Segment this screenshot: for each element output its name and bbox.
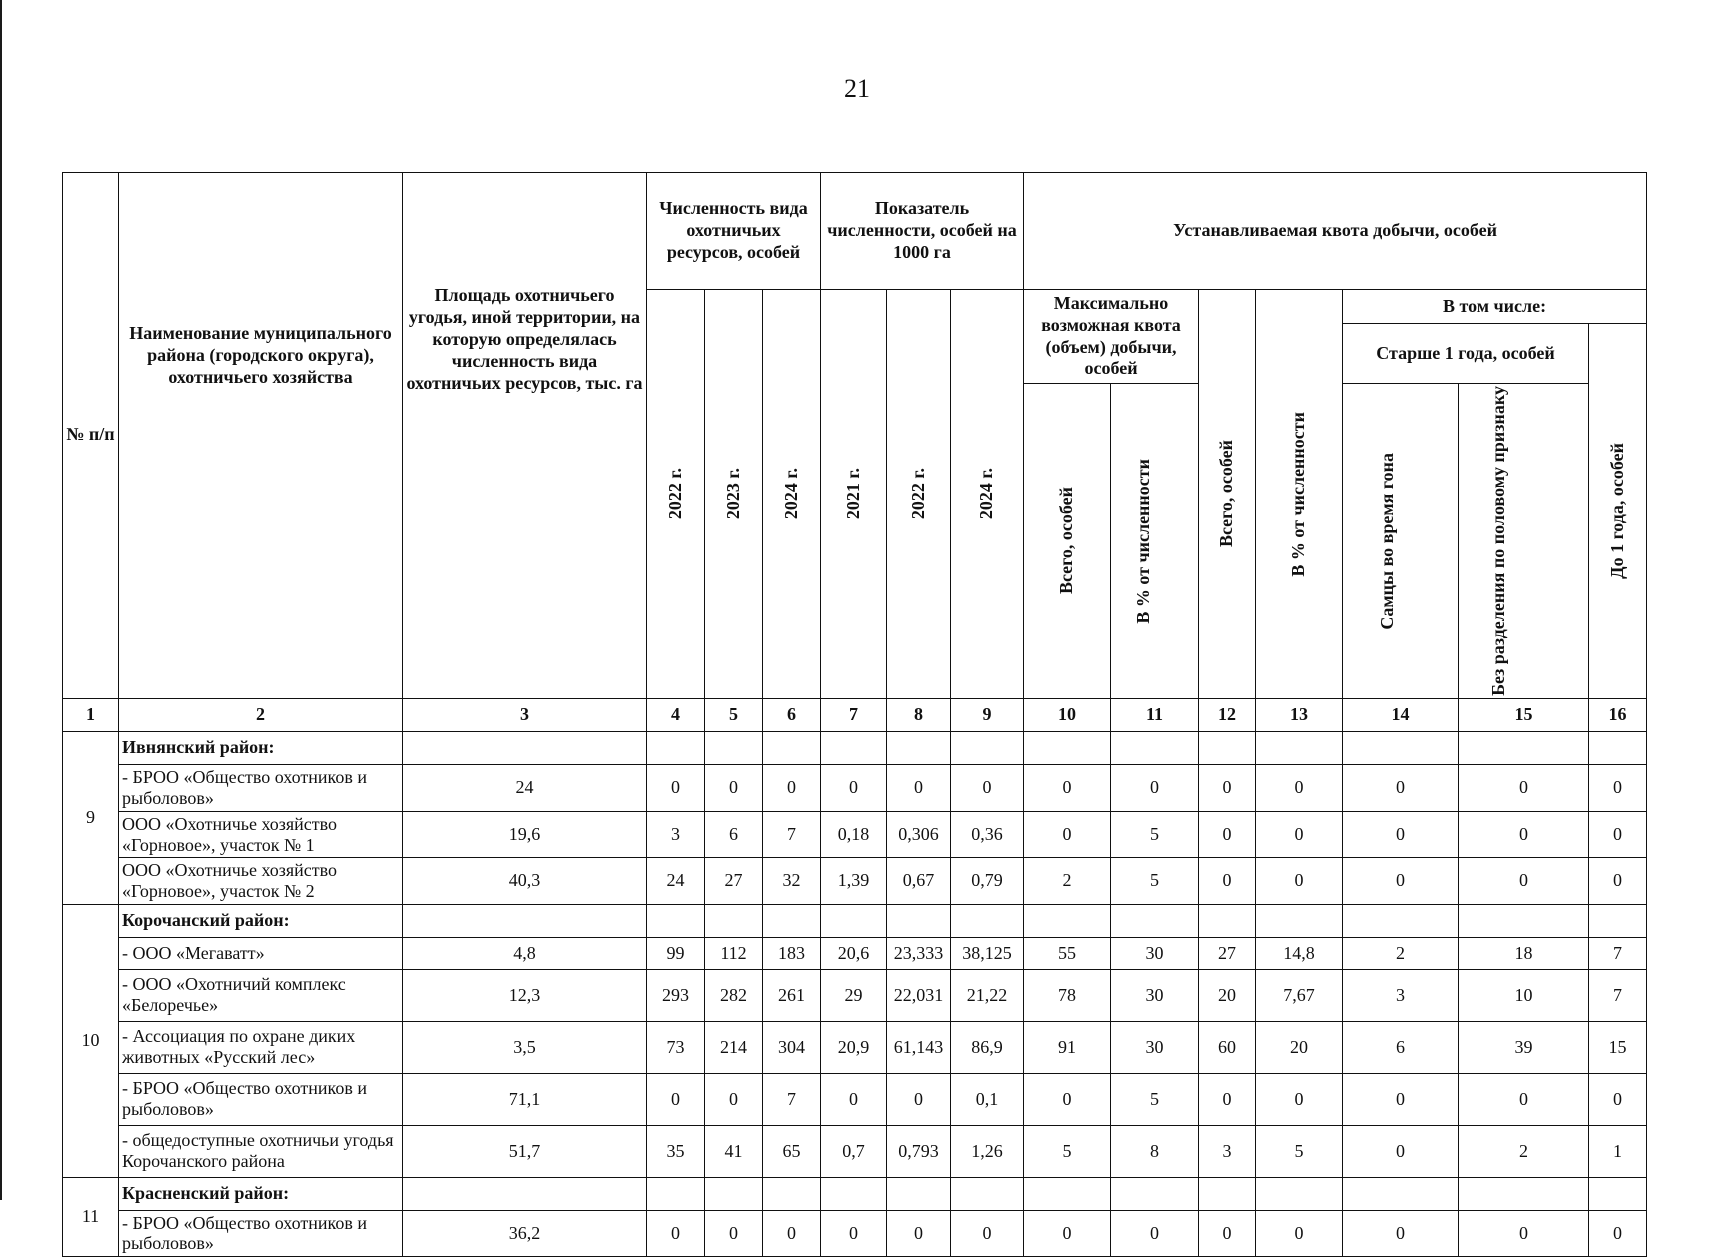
value-cell: 0 (887, 764, 951, 811)
value-cell: 6 (1343, 1021, 1459, 1073)
value-cell: 91 (1024, 1021, 1111, 1073)
table-row (63, 937, 1647, 969)
header-density: Показатель численности, особей на 1000 га (821, 173, 1024, 290)
empty-cell (763, 1177, 821, 1210)
value-cell: 282 (705, 969, 763, 1021)
empty-cell (1459, 1177, 1589, 1210)
value-cell: 3 (1343, 969, 1459, 1021)
value-cell: 3 (1199, 1125, 1256, 1177)
table-row (63, 811, 1647, 857)
empty-cell (763, 904, 821, 937)
value-cell: 51,7 (403, 1125, 647, 1177)
value-cell: 0 (887, 1210, 951, 1256)
value-cell: 99 (647, 937, 705, 969)
table-row (63, 969, 1647, 1021)
empty-cell (647, 1177, 705, 1210)
value-cell: 5 (1256, 1125, 1343, 1177)
empty-cell (951, 904, 1024, 937)
value-cell: 0 (1256, 764, 1343, 811)
value-cell: 86,9 (951, 1021, 1024, 1073)
column-number-cell: 14 (1343, 698, 1459, 731)
empty-cell (705, 904, 763, 937)
row-name: ООО «Охотничье хозяйство «Горновое», участок № 1 (119, 811, 403, 857)
table-row (63, 858, 1647, 904)
empty-cell (887, 731, 951, 764)
empty-cell (1199, 1177, 1256, 1210)
empty-cell (1024, 731, 1111, 764)
value-cell: 1 (1589, 1125, 1647, 1177)
empty-cell (951, 731, 1024, 764)
value-cell: 0 (1256, 1210, 1343, 1256)
empty-cell (1111, 731, 1199, 764)
value-cell: 0 (1343, 764, 1459, 811)
value-cell: 0 (821, 764, 887, 811)
header-max-pct: В % от численности (1111, 384, 1199, 699)
column-number-cell: 11 (1111, 698, 1199, 731)
empty-cell (647, 904, 705, 937)
value-cell: 5 (1111, 811, 1199, 857)
value-cell: 0 (1199, 811, 1256, 857)
empty-cell (1111, 904, 1199, 937)
value-cell: 0,79 (951, 858, 1024, 904)
value-cell: 0 (1589, 764, 1647, 811)
value-cell: 65 (763, 1125, 821, 1177)
value-cell: 29 (821, 969, 887, 1021)
value-cell: 0 (1024, 811, 1111, 857)
value-cell: 21,22 (951, 969, 1024, 1021)
value-cell: 61,143 (887, 1021, 951, 1073)
column-number-cell: 5 (705, 698, 763, 731)
empty-cell (887, 1177, 951, 1210)
row-name: - Ассоциация по охране диких животных «Русский лес» (119, 1021, 403, 1073)
value-cell: 0 (1589, 858, 1647, 904)
value-cell: 0 (1589, 1073, 1647, 1125)
value-cell: 0 (1343, 1073, 1459, 1125)
value-cell: 0 (1256, 858, 1343, 904)
header-pct-of-pop: В % от численности (1256, 290, 1343, 699)
value-cell: 39 (1459, 1021, 1589, 1073)
value-cell: 18 (1459, 937, 1589, 969)
value-cell: 3 (647, 811, 705, 857)
value-cell: 0 (705, 1073, 763, 1125)
value-cell: 38,125 (951, 937, 1024, 969)
column-number-cell: 2 (119, 698, 403, 731)
value-cell: 30 (1111, 937, 1199, 969)
column-number-cell: 15 (1459, 698, 1589, 731)
value-cell: 27 (1199, 937, 1256, 969)
table-body (63, 698, 1647, 1256)
empty-cell (1343, 731, 1459, 764)
header-year-density-1: 2021 г. (821, 290, 887, 699)
empty-cell (705, 731, 763, 764)
value-cell: 214 (705, 1021, 763, 1073)
value-cell: 0 (1199, 858, 1256, 904)
value-cell: 24 (403, 764, 647, 811)
value-cell: 0,793 (887, 1125, 951, 1177)
table-row (63, 1210, 1647, 1256)
value-cell: 35 (647, 1125, 705, 1177)
value-cell: 0 (1199, 1210, 1256, 1256)
empty-cell (1256, 731, 1343, 764)
value-cell: 73 (647, 1021, 705, 1073)
value-cell: 0 (1199, 1073, 1256, 1125)
empty-cell (403, 904, 647, 937)
column-numbers-row (63, 698, 1647, 731)
value-cell: 20 (1256, 1021, 1343, 1073)
value-cell: 0 (1343, 811, 1459, 857)
column-number-cell: 10 (1024, 698, 1111, 731)
column-number-cell: 7 (821, 698, 887, 731)
column-number-cell: 12 (1199, 698, 1256, 731)
empty-cell (403, 731, 647, 764)
empty-cell (1024, 904, 1111, 937)
value-cell: 0 (951, 764, 1024, 811)
value-cell: 15 (1589, 1021, 1647, 1073)
table-header (63, 173, 1647, 699)
table-row (63, 1125, 1647, 1177)
value-cell: 0 (647, 764, 705, 811)
header-older: Старше 1 года, особей (1343, 324, 1589, 384)
empty-cell (821, 1177, 887, 1210)
value-cell: 0 (1024, 1073, 1111, 1125)
value-cell: 23,333 (887, 937, 951, 969)
header-including: В том числе: (1343, 290, 1647, 324)
value-cell: 0 (821, 1210, 887, 1256)
column-number-cell: 3 (403, 698, 647, 731)
value-cell: 27 (705, 858, 763, 904)
column-number-cell: 6 (763, 698, 821, 731)
header-area: Площадь охотничьего угодья, иной территории, на которую определялась численность вида охотничьих ресурсов, тыс. га (403, 173, 647, 699)
value-cell: 0 (1256, 811, 1343, 857)
header-no-sex: Без разделения по половому признаку (1459, 384, 1589, 699)
value-cell: 8 (1111, 1125, 1199, 1177)
empty-cell (1256, 904, 1343, 937)
empty-cell (1199, 731, 1256, 764)
empty-cell (763, 731, 821, 764)
empty-cell (705, 1177, 763, 1210)
empty-cell (821, 731, 887, 764)
group-name: Ивнянский район: (119, 731, 403, 764)
value-cell: 32 (763, 858, 821, 904)
header-under1: До 1 года, особей (1589, 324, 1647, 699)
value-cell: 183 (763, 937, 821, 969)
empty-cell (821, 904, 887, 937)
column-number-cell: 13 (1256, 698, 1343, 731)
value-cell: 20 (1199, 969, 1256, 1021)
value-cell: 0 (705, 764, 763, 811)
group-number: 11 (63, 1177, 119, 1256)
value-cell: 0 (647, 1210, 705, 1256)
column-number-cell: 16 (1589, 698, 1647, 731)
value-cell: 30 (1111, 969, 1199, 1021)
empty-cell (403, 1177, 647, 1210)
value-cell: 0 (763, 1210, 821, 1256)
header-year-pop-1: 2022 г. (647, 290, 705, 699)
value-cell: 36,2 (403, 1210, 647, 1256)
value-cell: 0,1 (951, 1073, 1024, 1125)
value-cell: 0 (821, 1073, 887, 1125)
value-cell: 0 (1459, 1210, 1589, 1256)
value-cell: 0 (1343, 1210, 1459, 1256)
empty-cell (1459, 904, 1589, 937)
page-border (0, 0, 2, 1200)
value-cell: 19,6 (403, 811, 647, 857)
value-cell: 4,8 (403, 937, 647, 969)
value-cell: 0 (647, 1073, 705, 1125)
value-cell: 41 (705, 1125, 763, 1177)
group-number: 9 (63, 731, 119, 904)
empty-cell (1589, 731, 1647, 764)
row-name: - общедоступные охотничьи угодья Корочанского района (119, 1125, 403, 1177)
header-name: Наименование муниципального района (городского округа), охотничьего хозяйства (119, 173, 403, 699)
value-cell: 55 (1024, 937, 1111, 969)
group-name: Красненский район: (119, 1177, 403, 1210)
group-name: Корочанский район: (119, 904, 403, 937)
value-cell: 0 (1343, 1125, 1459, 1177)
value-cell: 0 (1256, 1073, 1343, 1125)
value-cell: 293 (647, 969, 705, 1021)
value-cell: 10 (1459, 969, 1589, 1021)
empty-cell (1589, 904, 1647, 937)
group-row (63, 731, 1647, 764)
header-no: № п/п (63, 173, 119, 699)
value-cell: 0 (1459, 764, 1589, 811)
value-cell: 24 (647, 858, 705, 904)
value-cell: 2 (1459, 1125, 1589, 1177)
value-cell: 0,7 (821, 1125, 887, 1177)
value-cell: 0 (1024, 764, 1111, 811)
value-cell: 3,5 (403, 1021, 647, 1073)
value-cell: 7,67 (1256, 969, 1343, 1021)
value-cell: 0 (951, 1210, 1024, 1256)
page-number: 21 (844, 74, 870, 103)
header-quota: Устанавливаемая квота добычи, особей (1024, 173, 1647, 290)
value-cell: 78 (1024, 969, 1111, 1021)
value-cell: 14,8 (1256, 937, 1343, 969)
empty-cell (1459, 731, 1589, 764)
value-cell: 0 (1343, 858, 1459, 904)
value-cell: 0 (1111, 764, 1199, 811)
empty-cell (887, 904, 951, 937)
empty-cell (1256, 1177, 1343, 1210)
value-cell: 0 (1024, 1210, 1111, 1256)
value-cell: 304 (763, 1021, 821, 1073)
value-cell: 6 (705, 811, 763, 857)
empty-cell (1024, 1177, 1111, 1210)
quota-table (62, 172, 1647, 1257)
row-name: - ООО «Охотничий комплекс «Белоречье» (119, 969, 403, 1021)
group-row (63, 904, 1647, 937)
value-cell: 0 (1589, 811, 1647, 857)
value-cell: 1,26 (951, 1125, 1024, 1177)
group-row (63, 1177, 1647, 1210)
row-name: - БРОО «Общество охотников и рыболовов» (119, 764, 403, 811)
empty-cell (1199, 904, 1256, 937)
value-cell: 7 (763, 1073, 821, 1125)
value-cell: 0 (1589, 1210, 1647, 1256)
value-cell: 7 (1589, 969, 1647, 1021)
group-number: 10 (63, 904, 119, 1177)
value-cell: 261 (763, 969, 821, 1021)
value-cell: 1,39 (821, 858, 887, 904)
table-row (63, 1073, 1647, 1125)
value-cell: 20,9 (821, 1021, 887, 1073)
row-name: - БРОО «Общество охотников и рыболовов» (119, 1210, 403, 1256)
header-max-total: Всего, особей (1024, 384, 1111, 699)
value-cell: 5 (1024, 1125, 1111, 1177)
column-number-cell: 8 (887, 698, 951, 731)
header-total: Всего, особей (1199, 290, 1256, 699)
column-number-cell: 9 (951, 698, 1024, 731)
row-name: ООО «Охотничье хозяйство «Горновое», участок № 2 (119, 858, 403, 904)
value-cell: 0,18 (821, 811, 887, 857)
row-name: - БРОО «Общество охотников и рыболовов» (119, 1073, 403, 1125)
empty-cell (951, 1177, 1024, 1210)
value-cell: 0 (887, 1073, 951, 1125)
value-cell: 40,3 (403, 858, 647, 904)
value-cell: 0,306 (887, 811, 951, 857)
value-cell: 22,031 (887, 969, 951, 1021)
value-cell: 5 (1111, 1073, 1199, 1125)
value-cell: 0,67 (887, 858, 951, 904)
value-cell: 2 (1343, 937, 1459, 969)
value-cell: 0 (705, 1210, 763, 1256)
header-males: Самцы во время гона (1343, 384, 1459, 699)
value-cell: 12,3 (403, 969, 647, 1021)
value-cell: 7 (1589, 937, 1647, 969)
value-cell: 0 (1199, 764, 1256, 811)
value-cell: 2 (1024, 858, 1111, 904)
header-year-density-3: 2024 г. (951, 290, 1024, 699)
empty-cell (1111, 1177, 1199, 1210)
value-cell: 0 (1459, 1073, 1589, 1125)
value-cell: 7 (763, 811, 821, 857)
column-number-cell: 4 (647, 698, 705, 731)
empty-cell (1343, 904, 1459, 937)
value-cell: 0 (763, 764, 821, 811)
table-row (63, 764, 1647, 811)
value-cell: 5 (1111, 858, 1199, 904)
table-row (63, 1021, 1647, 1073)
value-cell: 71,1 (403, 1073, 647, 1125)
value-cell: 0 (1459, 811, 1589, 857)
empty-cell (1343, 1177, 1459, 1210)
value-cell: 30 (1111, 1021, 1199, 1073)
value-cell: 60 (1199, 1021, 1256, 1073)
header-max-quota: Максимально возможная квота (объем) добычи, особей (1024, 290, 1199, 384)
header-population: Численность вида охотничьих ресурсов, особей (647, 173, 821, 290)
header-year-density-2: 2022 г. (887, 290, 951, 699)
value-cell: 0,36 (951, 811, 1024, 857)
value-cell: 0 (1111, 1210, 1199, 1256)
value-cell: 112 (705, 937, 763, 969)
row-name: - ООО «Мегаватт» (119, 937, 403, 969)
value-cell: 0 (1459, 858, 1589, 904)
header-year-pop-2: 2023 г. (705, 290, 763, 699)
empty-cell (1589, 1177, 1647, 1210)
value-cell: 20,6 (821, 937, 887, 969)
header-year-pop-3: 2024 г. (763, 290, 821, 699)
empty-cell (647, 731, 705, 764)
column-number-cell: 1 (63, 698, 119, 731)
